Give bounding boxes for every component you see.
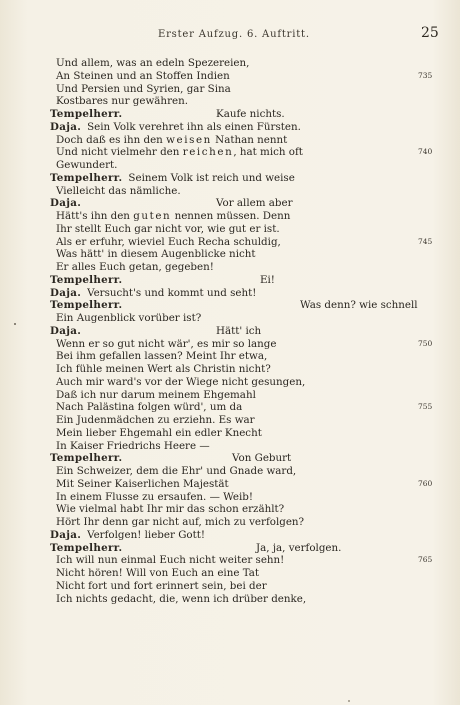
line-text: Ich fühle meinen Wert als Christin nicht?	[56, 363, 271, 375]
speaker-name: Daja.	[50, 528, 82, 541]
line-text: Er alles Euch getan, gegeben!	[56, 261, 214, 273]
line-number: 765	[418, 555, 433, 565]
line-number: 735	[418, 70, 433, 80]
speech-line	[0, 529, 460, 542]
verse-line	[0, 350, 460, 363]
verse-line	[0, 338, 460, 351]
line-number: 755	[418, 402, 433, 412]
verse-line	[0, 261, 460, 274]
line-text: Hätt' ich	[216, 324, 262, 337]
verse-line	[0, 185, 460, 198]
line-text: Nicht fort und fort erinnert sein, bei der	[56, 579, 267, 592]
speaker-name: Daja.	[50, 197, 82, 210]
speech-line	[0, 299, 460, 312]
verse-line	[0, 516, 460, 529]
verse-line	[0, 95, 460, 108]
line-text: In Kaiser Friedrichs Heere —	[56, 439, 210, 452]
line-text: Doch daß es ihn den weisen Nathan nennt	[56, 133, 288, 146]
line-text: Ein Schweizer, dem die Ehr' und Gnade ward,	[56, 465, 297, 477]
verse-line	[0, 159, 460, 172]
verse-line	[0, 427, 460, 440]
speech-line	[0, 452, 460, 465]
verse-line	[0, 440, 460, 453]
line-text: Gewundert.	[56, 159, 118, 171]
line-text: Wenn er so gut nicht wär', es mir so lange	[56, 337, 277, 350]
line-number: 745	[418, 236, 433, 246]
page-speck	[348, 700, 350, 702]
verse-line	[0, 401, 460, 414]
speaker-name: Tempelherr.	[50, 273, 123, 286]
verse-line	[0, 465, 460, 478]
speech-line	[0, 108, 460, 121]
verse-line	[0, 236, 460, 249]
speaker-name: Daja.	[50, 286, 82, 299]
line-text: Und nicht vielmehr den reichen, hat mich oft	[56, 146, 303, 159]
verse-line	[0, 593, 460, 606]
running-head-title: Erster Aufzug. 6. Auftritt.	[158, 29, 310, 40]
line-text: Hört Ihr denn gar nicht auf, mich zu verfolgen?	[56, 516, 305, 528]
line-text: Was hätt' in diesem Augenblicke nicht	[56, 248, 256, 261]
verse-line	[0, 223, 460, 236]
line-text: Von Geburt	[232, 452, 292, 465]
line-text: Ein Augenblick vorüber ist?	[56, 312, 202, 324]
speech-line	[0, 197, 460, 210]
line-text: Nicht hören! Will von Euch an eine Tat	[56, 567, 260, 579]
line-text: Ich nichts gedacht, die, wenn ich drüber denke,	[56, 592, 307, 605]
running-head	[0, 25, 460, 43]
speaker-name: Tempelherr.	[50, 171, 123, 184]
line-text: Ja, ja, verfolgen.	[256, 541, 342, 554]
line-text: Daja. Verfolgen! lieber Gott!	[50, 528, 206, 541]
line-text: Kaufe nichts.	[216, 108, 285, 120]
verse-line	[0, 376, 460, 389]
speech-line	[0, 121, 460, 134]
speaker-name: Tempelherr.	[50, 452, 123, 465]
emphasized-word: reichen	[182, 146, 234, 159]
line-text: Ei!	[260, 273, 275, 286]
verse-line	[0, 83, 460, 96]
line-text: Mit Seiner Kaiserlichen Majestät	[56, 477, 229, 490]
verse-line	[0, 414, 460, 427]
line-number: 760	[418, 478, 433, 488]
speech-line	[0, 325, 460, 338]
verse-line	[0, 134, 460, 147]
line-text: Tempelherr. Seinem Volk ist reich und weise	[50, 171, 295, 184]
verse-line	[0, 248, 460, 261]
speech-line	[0, 274, 460, 287]
verse-line	[0, 580, 460, 593]
line-text: Nach Palästina folgen würd', um da	[56, 401, 243, 414]
line-text: In einem Flusse zu ersaufen. — Weib!	[56, 490, 254, 503]
line-text: Und allem, was an edeln Spezereien,	[56, 57, 250, 69]
verse-line	[0, 363, 460, 376]
verse-line	[0, 503, 460, 516]
speech-line	[0, 172, 460, 185]
speaker-name: Tempelherr.	[50, 541, 123, 554]
verse-line	[0, 478, 460, 491]
verse-line	[0, 312, 460, 325]
line-text: Als er erfuhr, wieviel Euch Recha schuldig,	[56, 235, 281, 248]
speech-line	[0, 542, 460, 555]
page-number: 25	[421, 25, 439, 41]
verse-line	[0, 491, 460, 504]
line-number: 750	[418, 338, 433, 348]
emphasized-word: guten	[133, 210, 172, 222]
line-text: Wie vielmal habt Ihr mir das schon erzählt?	[56, 503, 285, 516]
verse-line	[0, 57, 460, 70]
speaker-name: Tempelherr.	[50, 299, 123, 312]
line-text: Auch mir ward's vor der Wiege nicht gesungen,	[56, 375, 306, 388]
line-text: Bei ihm gefallen lassen? Meint Ihr etwa,	[56, 350, 268, 363]
line-text: Daß ich nur darum meinem Ehgemahl	[56, 388, 256, 401]
line-text: Mein lieber Ehgemahl ein edler Knecht	[56, 426, 262, 439]
speech-line	[0, 287, 460, 300]
line-text: Daja. Sein Volk verehret ihn als einen Fürsten.	[50, 120, 301, 133]
verse-line	[0, 554, 460, 567]
line-text: Und Persien und Syrien, gar Sina	[56, 82, 231, 95]
line-text: An Steinen und an Stoffen Indien	[56, 69, 230, 82]
verse-line	[0, 389, 460, 402]
speaker-name: Daja.	[50, 120, 82, 133]
line-text: Vielleicht das nämliche.	[56, 184, 181, 197]
verse-line	[0, 70, 460, 83]
line-text: Was denn? wie schnell	[300, 299, 418, 312]
verse-line	[0, 567, 460, 580]
line-text: Daja. Versucht's und kommt und seht!	[50, 286, 257, 299]
line-text: Vor allem aber	[216, 197, 293, 210]
line-text: Kostbares nur gewähren.	[56, 95, 188, 108]
speaker-name: Tempelherr.	[50, 108, 123, 120]
drama-text	[0, 57, 460, 605]
verse-line	[0, 146, 460, 159]
line-text: Ich will nun einmal Euch nicht weiter sehn!	[56, 554, 285, 567]
line-text: Ein Judenmädchen zu erziehn. Es war	[56, 414, 255, 426]
verse-line	[0, 210, 460, 223]
line-number: 740	[418, 147, 433, 157]
line-text: Ihr stellt Euch gar nicht vor, wie gut er ist.	[56, 222, 280, 235]
speaker-name: Daja.	[50, 324, 82, 337]
line-text: Hätt's ihn den guten nennen müssen. Denn	[56, 210, 291, 222]
emphasized-word: weisen	[166, 133, 212, 146]
